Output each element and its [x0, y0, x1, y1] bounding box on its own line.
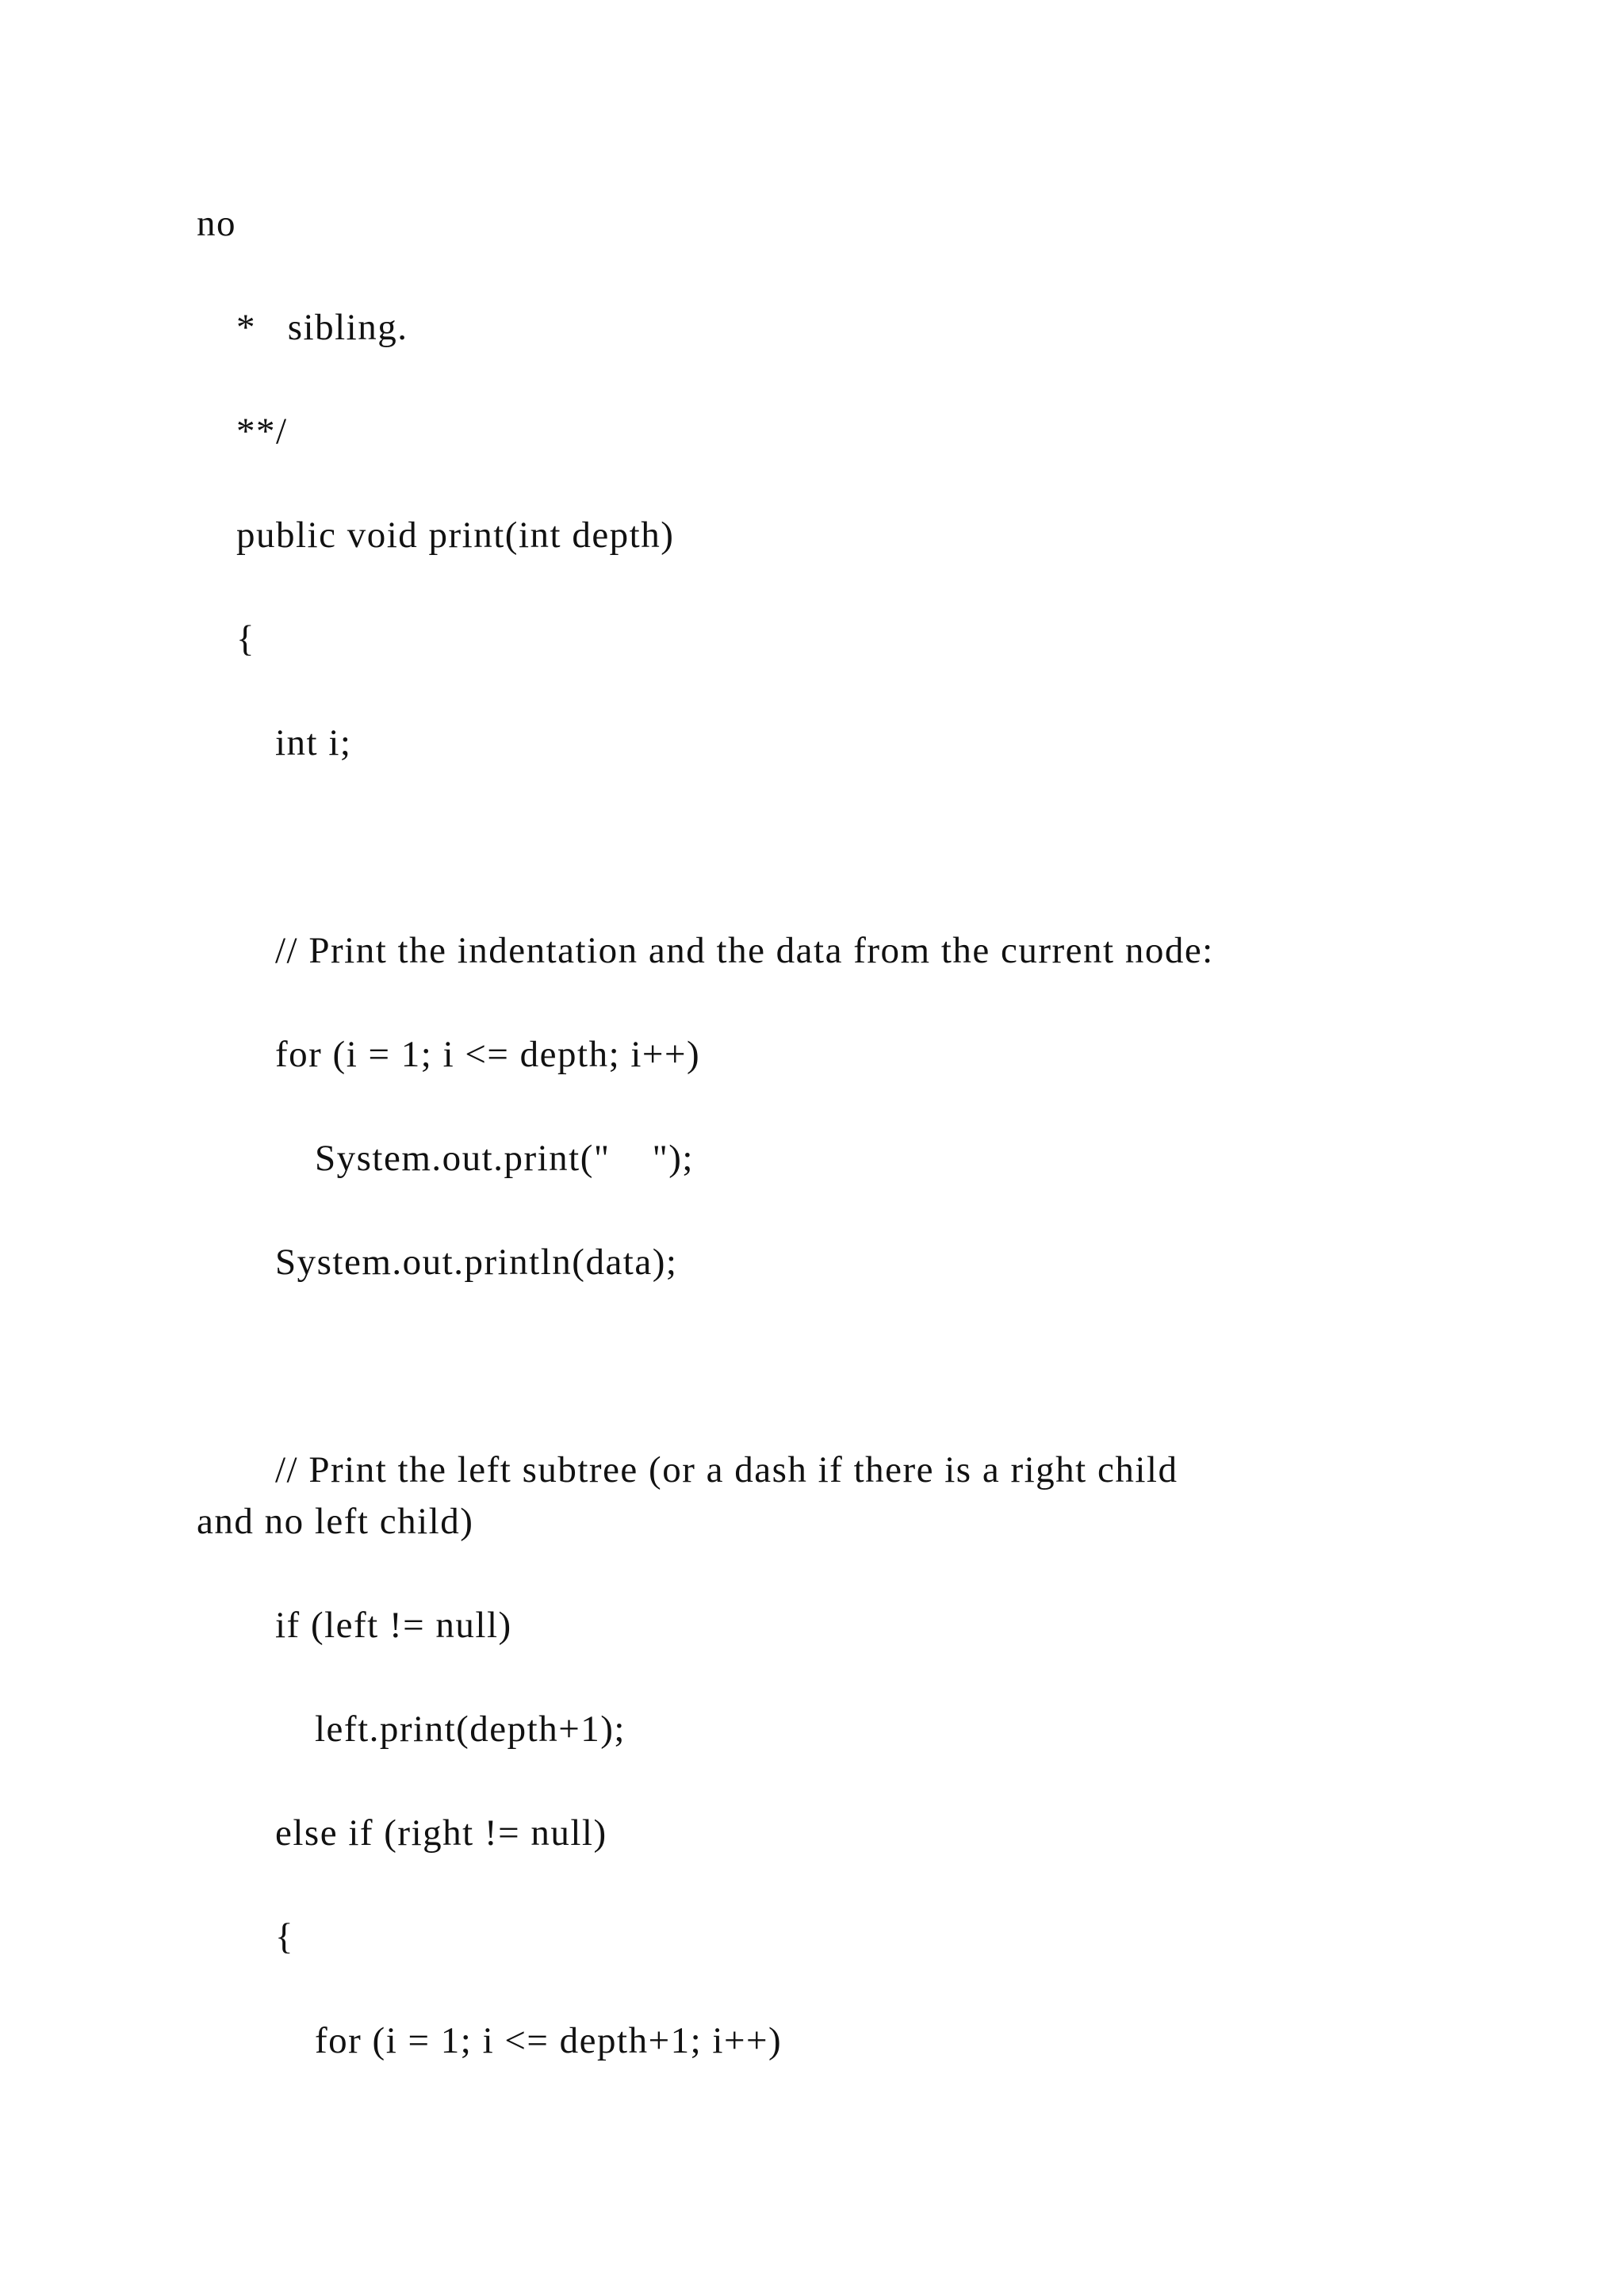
code-line-11: // Print the left subtree (or a dash if there is a right child	[275, 1449, 1178, 1490]
code-line-7: // Print the indentation and the data from the current node:	[275, 930, 1214, 971]
code-line-12: and no left child)	[197, 1501, 474, 1542]
code-line-17: for (i = 1; i <= depth+1; i++)	[315, 2020, 783, 2061]
code-line-10: System.out.println(data);	[275, 1242, 678, 1283]
code-line-15: else if (right != null)	[275, 1812, 607, 1854]
code-line-2: * sibling.	[236, 307, 408, 348]
code-line-9: System.out.print(" ");	[315, 1138, 694, 1179]
code-line-13: if (left != null)	[275, 1605, 512, 1646]
code-line-14: left.print(depth+1);	[315, 1709, 626, 1750]
code-line-16: {	[275, 1916, 295, 1957]
code-line-4: public void print(int depth)	[236, 515, 675, 556]
code-line-3: **/	[236, 411, 288, 452]
code-line-1: no	[197, 203, 236, 244]
code-line-8: for (i = 1; i <= depth; i++)	[275, 1034, 701, 1075]
code-line-5: {	[236, 618, 256, 660]
code-line-6: int i;	[275, 722, 352, 763]
